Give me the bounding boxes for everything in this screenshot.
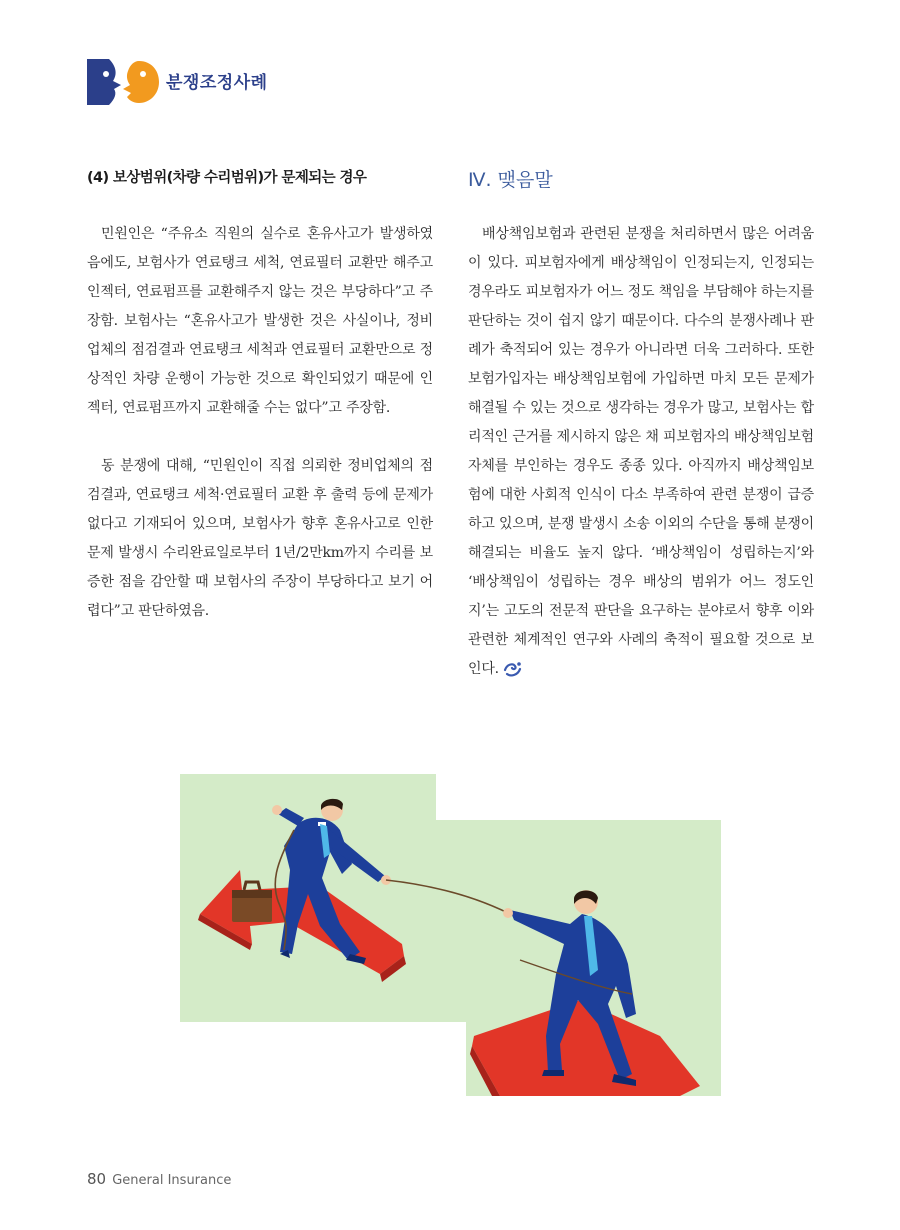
end-mark-icon: [503, 660, 523, 678]
page-number: 80: [87, 1170, 107, 1188]
conclusion-heading: Ⅳ. 맺음말: [468, 169, 553, 191]
footer: [87, 1170, 231, 1188]
right-column: [468, 220, 814, 684]
subheading: (4) 보상범위(차량 수리범위)가 문제되는 경우: [87, 170, 367, 186]
left-paragraph-2: 동 분쟁에 대해, “민원인이 직접 의뢰한 정비업체의 점검결과, 연료탱크 세척·연료필터 교환 후 출력 등에 문제가 없다고 기재되어 있으며, 보험사가 향후 혼유사고로 인한 문제 발생시 수리완료일로부터 1년/2만km까지 수리를 보증한 점을 감안할 때 보험사의 주장이 부당하다고 보기 어렵다”고 판단하였음.: [87, 458, 433, 619]
tug-of-war-illustration: [180, 774, 721, 1096]
section-label: 분쟁조정사례: [166, 73, 268, 93]
left-column: [87, 220, 433, 626]
conclusion-text: 배상책임보험과 관련된 분쟁을 처리하면서 많은 어려움이 있다. 피보험자에게 배상책임이 인정되는지, 인정되는 경우라도 피보험자가 어느 정도 책임을 부담해야 하는지를 판단하는 것이 쉽지 않기 때문이다. 다수의 분쟁사례나 판례가 축적되어 있는 경우가 아니라면 더욱 그러하다. 또한 보험가입자는 배상책임보험에 가입하면 마치 모든 문제가 해결될 수 있는 것으로 생각하는 경우가 많고, 보험사는 합리적인 근거를 제시하지 않은 채 피보험자의 배상책임보험 자체를 부인하는 경우도 종종 있다. 아직까지 배상책임보험에 대한 사회적 인식이 다소 부족하여 관련 분쟁이 급증하고 있으며, 분쟁 발생시 소송 이외의 수단을 통해 분쟁이 해결되는 비율도 높지 않다. ‘배상책임이 성립하는지’와 ‘배상책임이 성립하는 경우 배상의 범위가 어느 정도인지’는 고도의 전문적 판단을 요구하는 분야로서 향후 이와 관련한 체계적인 연구와 사례의 축적이 필요할 것으로 보인다.: [468, 226, 814, 677]
dispute-logo-icon: [87, 59, 159, 105]
conclusion-paragraph: [468, 220, 814, 684]
left-paragraph-1: 민원인은 “주유소 직원의 실수로 혼유사고가 발생하였음에도, 보험사가 연료탱크 세척, 연료필터 교환만 해주고 인젝터, 연료펌프를 교환해주지 않는 것은 부당하다”고 주장함. 보험사는 “혼유사고가 발생한 것은 사실이나, 정비업체의 점검결과 연료탱크 세척과 연료필터 교환만으로 정상적인 차량 운행이 가능한 것으로 확인되었기 때문에 인젝터, 연료펌프까지 교환해줄 수는 없다”고 주장함.: [87, 226, 433, 416]
publication-name: General Insurance: [112, 1173, 232, 1188]
